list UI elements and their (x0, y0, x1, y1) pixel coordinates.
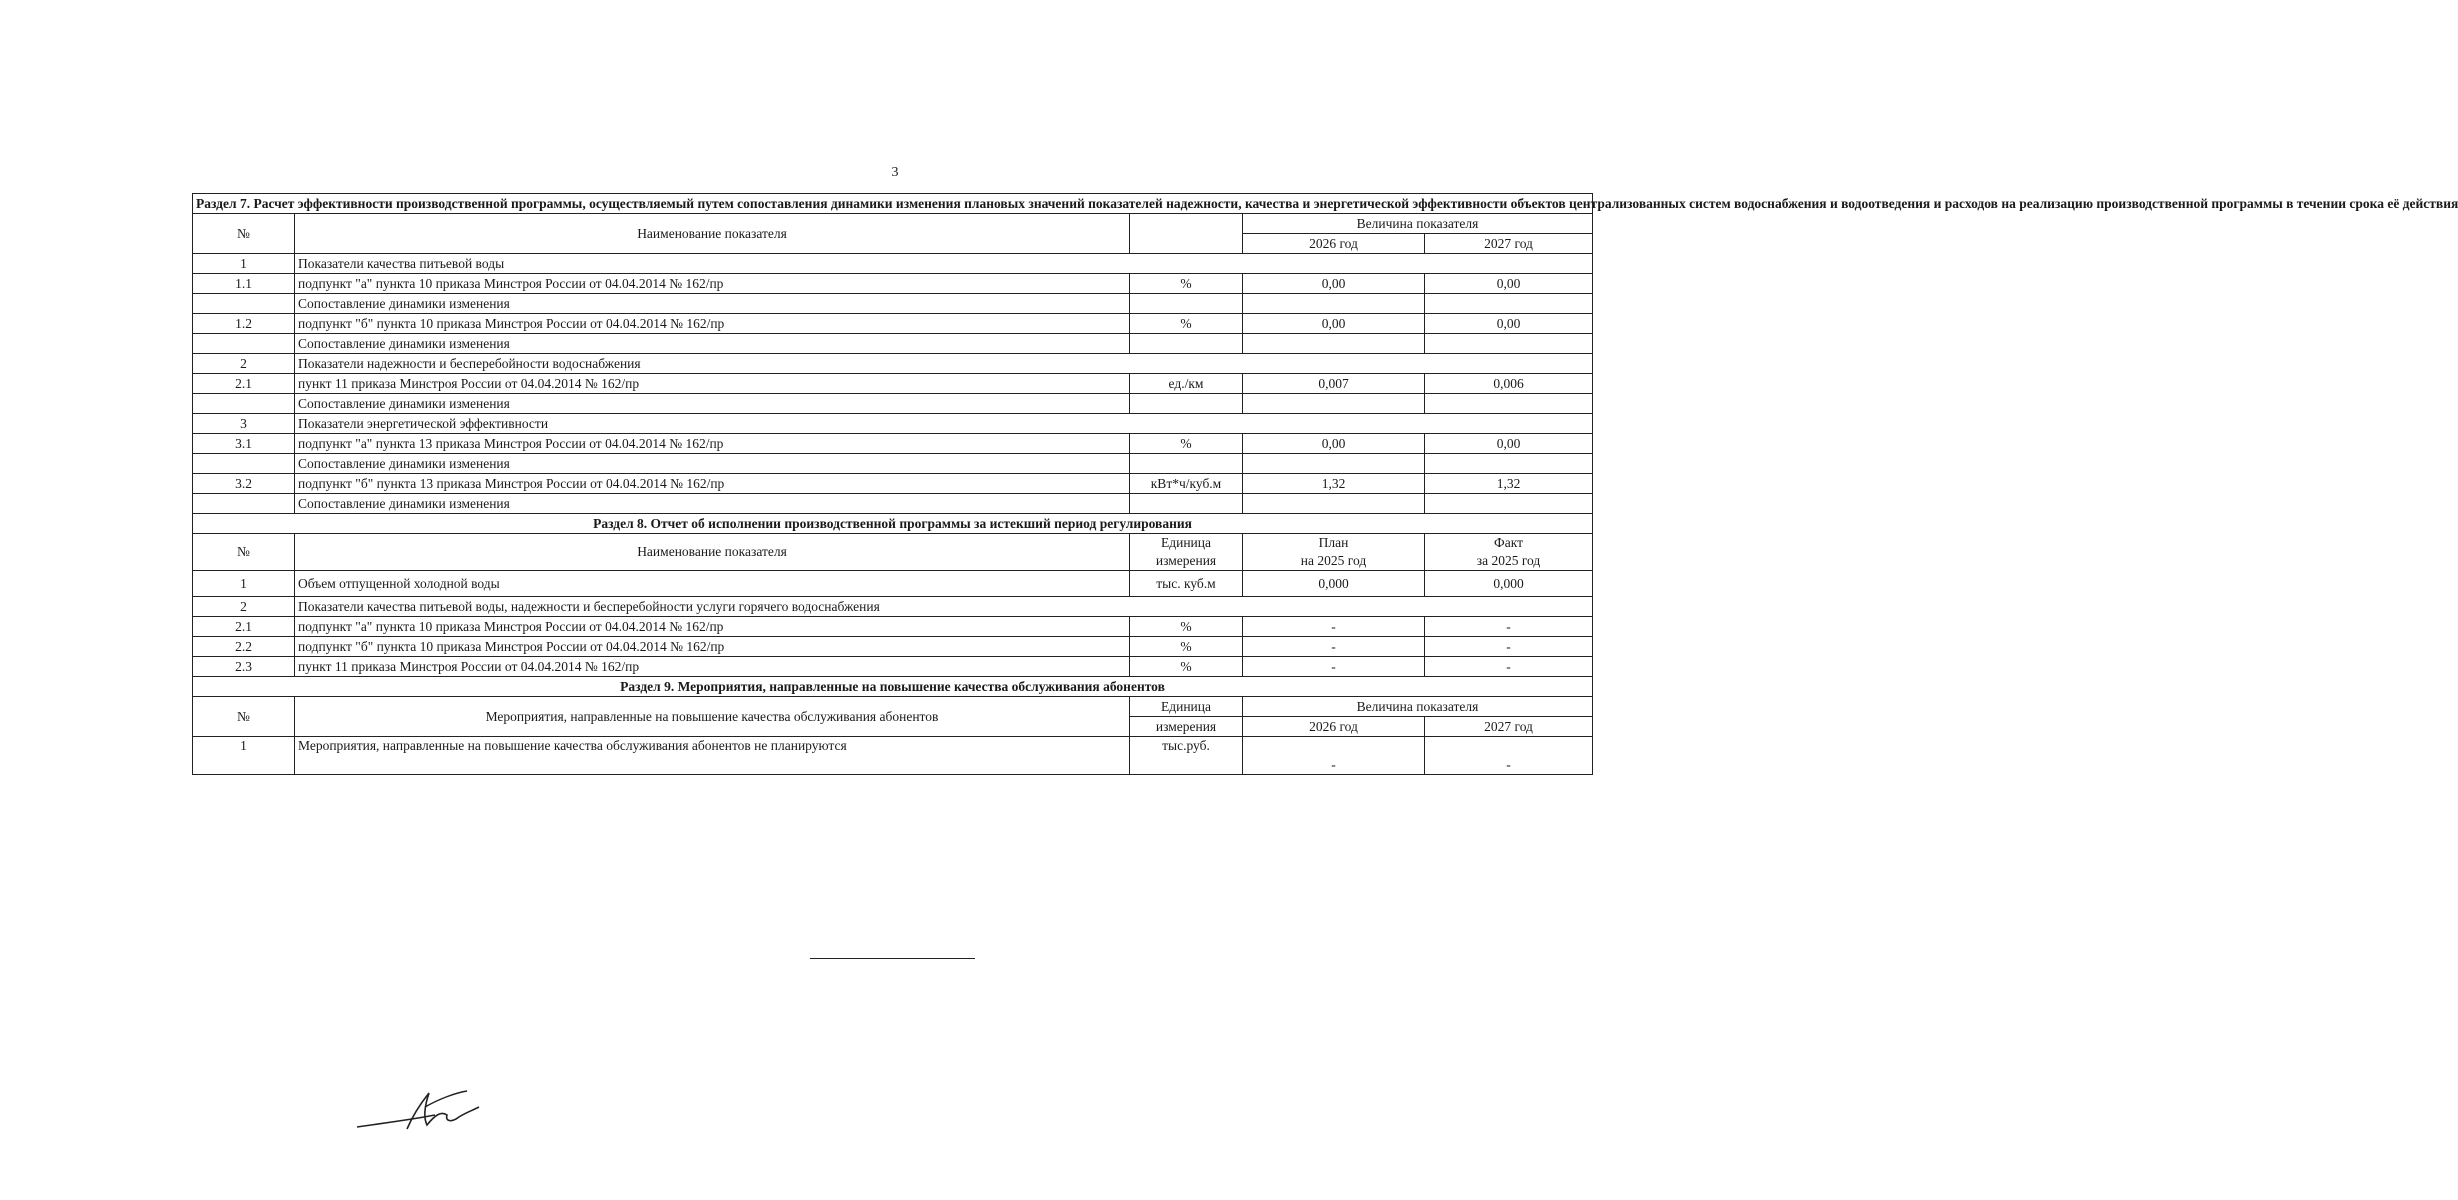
row-unit: тыс. куб.м (1130, 571, 1243, 597)
row-value-2026: 1,32 (1243, 474, 1425, 494)
row-name: Показатели качества питьевой воды (295, 254, 1593, 274)
row-name: подпункт "б" пункта 13 приказа Минстроя России от 04.04.2014 № 162/пр (295, 474, 1130, 494)
year2-header: 2027 год (1425, 234, 1593, 254)
row-unit (1130, 334, 1243, 354)
row-name: Показатели надежности и бесперебойности водоснабжения (295, 354, 1593, 374)
section9-title: Раздел 9. Мероприятия, направленные на повышение качества обслуживания абонентов (193, 677, 1593, 697)
row-name: Мероприятия, направленные на повышение качества обслуживания абонентов не планируются (295, 737, 1130, 775)
section7-title-row (193, 194, 1593, 214)
year2-header: 2027 год (1425, 717, 1593, 737)
row-name: подпункт "а" пункта 13 приказа Минстроя России от 04.04.2014 № 162/пр (295, 434, 1130, 454)
table-row (193, 414, 1593, 434)
unit-header-line2: измерения (1130, 717, 1243, 737)
row-value-2026 (1243, 334, 1425, 354)
col-unit-header (1130, 534, 1243, 571)
row-num (193, 394, 295, 414)
row-num: 2.1 (193, 617, 295, 637)
row-num (193, 454, 295, 474)
row-plan: - (1243, 617, 1425, 637)
table-row (193, 434, 1593, 454)
col-num-header: № (193, 214, 295, 254)
row-num (193, 494, 295, 514)
row-value-2027 (1425, 454, 1593, 474)
row-name: Показатели энергетической эффективности (295, 414, 1593, 434)
table-row (193, 494, 1593, 514)
table-row (193, 454, 1593, 474)
row-name: Сопоставление динамики изменения (295, 334, 1130, 354)
section8-header-row (193, 534, 1593, 571)
row-value-2027 (1425, 394, 1593, 414)
section9-header-row (193, 697, 1593, 717)
fact-header-line2: за 2025 год (1476, 553, 1541, 568)
row-num: 3 (193, 414, 295, 434)
row-num: 1 (193, 254, 295, 274)
report-table (192, 193, 2458, 775)
row-unit: % (1130, 617, 1243, 637)
row-name: Показатели качества питьевой воды, надежности и бесперебойности услуги горячего водоснабжения (295, 597, 1593, 617)
col-name-header: Наименование показателя (295, 214, 1130, 254)
section7-header-row (193, 214, 1593, 234)
row-value-2026: 0,007 (1243, 374, 1425, 394)
table-row (193, 374, 1593, 394)
row-value-2027: 0,00 (1425, 314, 1593, 334)
col-num-header: № (193, 534, 295, 571)
year1-header: 2026 год (1243, 717, 1425, 737)
row-fact: 0,000 (1425, 571, 1593, 597)
row-value-2026: - (1243, 737, 1425, 775)
row-value-2026: 0,00 (1243, 314, 1425, 334)
row-name: Сопоставление динамики изменения (295, 294, 1130, 314)
row-unit: % (1130, 314, 1243, 334)
col-name-header: Наименование показателя (295, 534, 1130, 571)
row-name: Объем отпущенной холодной воды (295, 571, 1130, 597)
unit-header-line1: Единица (1160, 535, 1211, 550)
row-value-2027: 1,32 (1425, 474, 1593, 494)
table-row (193, 394, 1593, 414)
table-row (193, 597, 1593, 617)
row-name: Сопоставление динамики изменения (295, 454, 1130, 474)
row-value-2027: 0,006 (1425, 374, 1593, 394)
year1-header: 2026 год (1243, 234, 1425, 254)
col-num-header: № (193, 697, 295, 737)
row-unit (1130, 394, 1243, 414)
row-name: подпункт "а" пункта 10 приказа Минстроя России от 04.04.2014 № 162/пр (295, 617, 1130, 637)
row-name: пункт 11 приказа Минстроя России от 04.04.2014 № 162/пр (295, 657, 1130, 677)
row-num: 1.1 (193, 274, 295, 294)
col-unit-header (1130, 214, 1243, 254)
row-unit: ед./км (1130, 374, 1243, 394)
unit-header-line2: измерения (1155, 553, 1217, 568)
col-plan-header (1243, 534, 1425, 571)
end-rule (810, 958, 975, 959)
row-num (193, 334, 295, 354)
row-num (193, 294, 295, 314)
row-name: пункт 11 приказа Минстроя России от 04.04.2014 № 162/пр (295, 374, 1130, 394)
col-name-header: Мероприятия, направленные на повышение качества обслуживания абонентов (295, 697, 1130, 737)
row-plan: 0,000 (1243, 571, 1425, 597)
section8-title-row (193, 514, 1593, 534)
plan-header-line1: План (1318, 535, 1349, 550)
row-unit (1130, 494, 1243, 514)
section9-title-row (193, 677, 1593, 697)
row-num: 2 (193, 597, 295, 617)
row-num: 1 (193, 737, 295, 775)
row-unit: кВт*ч/куб.м (1130, 474, 1243, 494)
row-num: 3.2 (193, 474, 295, 494)
col-fact-header (1425, 534, 1593, 571)
table-row (193, 657, 1593, 677)
row-value-2027: 0,00 (1425, 434, 1593, 454)
row-num: 2 (193, 354, 295, 374)
row-value-2026: 0,00 (1243, 274, 1425, 294)
row-unit (1130, 294, 1243, 314)
table-row (193, 617, 1593, 637)
row-unit: % (1130, 637, 1243, 657)
row-unit (1130, 454, 1243, 474)
col-value-header: Величина показателя (1243, 697, 1593, 717)
row-value-2027 (1425, 334, 1593, 354)
row-name: Сопоставление динамики изменения (295, 394, 1130, 414)
row-unit: % (1130, 274, 1243, 294)
row-value-2026 (1243, 454, 1425, 474)
row-name: Сопоставление динамики изменения (295, 494, 1130, 514)
fact-header-line1: Факт (1494, 535, 1523, 550)
row-num: 2.2 (193, 637, 295, 657)
table-row (193, 474, 1593, 494)
row-unit: тыс.руб. (1130, 737, 1243, 775)
row-fact: - (1425, 637, 1593, 657)
row-name: подпункт "а" пункта 10 приказа Минстроя России от 04.04.2014 № 162/пр (295, 274, 1130, 294)
row-name: подпункт "б" пункта 10 приказа Минстроя России от 04.04.2014 № 162/пр (295, 314, 1130, 334)
row-num: 3.1 (193, 434, 295, 454)
unit-header-line1: Единица (1130, 697, 1243, 717)
row-value-2027 (1425, 294, 1593, 314)
page-number: 3 (891, 165, 899, 180)
table-row (193, 571, 1593, 597)
section8-title: Раздел 8. Отчет об исполнении производственной программы за истекший период регулирования (193, 514, 1593, 534)
table-row (193, 737, 1593, 775)
table-row (193, 334, 1593, 354)
row-name: подпункт "б" пункта 10 приказа Минстроя России от 04.04.2014 № 162/пр (295, 637, 1130, 657)
table-row (193, 274, 1593, 294)
row-plan: - (1243, 637, 1425, 657)
row-value-2027: 0,00 (1425, 274, 1593, 294)
col-value-header: Величина показателя (1243, 214, 1593, 234)
row-fact: - (1425, 617, 1593, 637)
table-row (193, 254, 1593, 274)
row-value-2027: - (1425, 737, 1593, 775)
row-value-2026 (1243, 294, 1425, 314)
row-num: 1.2 (193, 314, 295, 334)
row-unit: % (1130, 657, 1243, 677)
row-num: 2.1 (193, 374, 295, 394)
row-value-2026 (1243, 394, 1425, 414)
plan-header-line2: на 2025 год (1300, 553, 1367, 568)
table-row (193, 294, 1593, 314)
table-row (193, 314, 1593, 334)
row-num: 2.3 (193, 657, 295, 677)
table-row (193, 637, 1593, 657)
signature-icon (355, 1085, 485, 1135)
row-fact: - (1425, 657, 1593, 677)
row-unit: % (1130, 434, 1243, 454)
row-value-2026: 0,00 (1243, 434, 1425, 454)
table-row (193, 354, 1593, 374)
row-plan: - (1243, 657, 1425, 677)
row-value-2026 (1243, 494, 1425, 514)
row-value-2027 (1425, 494, 1593, 514)
section7-title: Раздел 7. Расчет эффективности производственной программы, осуществляемый путем сопоставления динамики изменения плановых значений показателей надежности, качества и энергетической эффективности объектов централизованных систем водоснабжения и водоотведения и расходов на реализацию производственной программы в течении срока её действия (193, 194, 1593, 214)
row-num: 1 (193, 571, 295, 597)
